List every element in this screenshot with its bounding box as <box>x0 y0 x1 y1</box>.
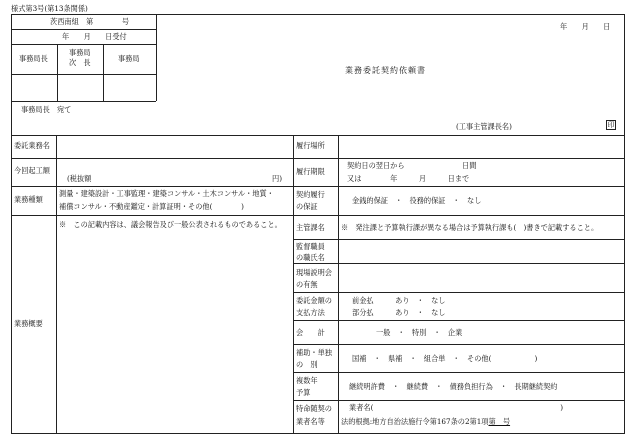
document-title: 業務委託契約依頼書 <box>345 66 426 75</box>
guarantee-value: 金銭的保証 ・ 役務的保証 ・ なし <box>352 196 482 205</box>
payment-label-1: 委託金額の <box>296 296 332 305</box>
place-label: 履行場所 <box>296 141 325 150</box>
addressee: 事務局長 宛て <box>21 105 72 114</box>
seal-mark: 印 <box>607 121 615 129</box>
table-top-line <box>11 135 625 136</box>
briefing-label-2: の有無 <box>296 280 318 289</box>
right-label-col <box>338 135 339 434</box>
row-line-8 <box>293 344 625 345</box>
form-label: 様式第3号(第13条関係) <box>11 4 88 13</box>
account-label: 会 計 <box>296 328 325 337</box>
category-label: 業務種類 <box>14 195 43 204</box>
receipt-date: 年 月 日受付 <box>62 32 127 41</box>
special-label-1: 特命随契の <box>296 404 332 413</box>
vendor-name: 業者名( ) <box>349 403 564 412</box>
period-line-2: 又は 年 月 日まで <box>347 174 470 183</box>
row-line-3 <box>11 215 625 216</box>
amount-label: 今回起工額 <box>14 166 50 175</box>
director-label: 事務局長 <box>19 54 48 63</box>
deputy-label-2: 次 長 <box>69 58 91 67</box>
supervisor-label-2: の職氏名 <box>296 253 325 262</box>
subsidy-value: 国補 ・ 県補 ・ 組合単 ・ その他( ) <box>352 354 538 363</box>
requester-label: (工事主管課長名) <box>456 122 512 131</box>
receipt-col-1 <box>57 44 58 101</box>
period-days: 日間 <box>462 161 477 170</box>
supervisor-label-1: 監督職員 <box>296 242 325 251</box>
row-line-4 <box>293 239 625 240</box>
account-value: 一般 ・ 特別 ・ 企業 <box>376 328 463 337</box>
legal-basis-text: 法的根拠:地方自治法施行令第167条の2第1項 <box>341 417 489 426</box>
period-line-1: 契約日の翌日から <box>347 161 405 170</box>
date-top: 年 月 日 <box>560 22 611 31</box>
category-line-1: 測量・建築設計・工事監理・建築コンサル・土木コンサル・地質・ <box>59 189 274 198</box>
subsidy-label-2: の 別 <box>296 360 318 369</box>
row-line-7 <box>293 320 625 321</box>
work-name-label: 委託業務名 <box>14 141 50 150</box>
left-label-col <box>56 135 57 434</box>
receipt-col-2 <box>103 44 104 101</box>
subsidy-label-1: 補助・単独 <box>296 348 332 357</box>
deputy-label-1: 事務局 <box>69 48 91 57</box>
overview-note: ※ この記載内容は、議会報告及び一般公表されるものであること。 <box>59 220 282 229</box>
legal-number: 第 号 <box>488 417 511 426</box>
amount-unit: 円) <box>272 174 282 183</box>
overview-label: 業務概要 <box>14 319 43 328</box>
bureau-label: 事務局 <box>118 54 140 63</box>
legal-basis <box>341 418 510 425</box>
row-line-6 <box>293 292 625 293</box>
briefing-label-1: 現場説明会 <box>296 268 332 277</box>
row-line-10 <box>293 400 625 401</box>
period-label: 履行期限 <box>296 167 325 176</box>
dept-note: ※ 発注課と予算執行課が異なる場合は予算執行課も( )書きで記載すること。 <box>341 223 599 232</box>
guarantee-label-2: の保証 <box>296 202 318 211</box>
category-line-2: 補償コンサル・不動産鑑定・計算証明・その他( ) <box>59 202 244 211</box>
multiyear-value: 継続明許費 ・ 継続費 ・ 債務負担行為 ・ 長期継続契約 <box>349 382 558 391</box>
receipt-right-border <box>156 14 157 101</box>
row-line-1 <box>11 158 625 159</box>
receipt-line-1 <box>11 29 156 30</box>
payment-line-2: 部分払 あり ・ なし <box>352 308 446 317</box>
receipt-line-2 <box>11 44 156 45</box>
receipt-number: 茨西南組 第 号 <box>50 17 130 26</box>
row-line-5 <box>293 263 625 264</box>
dept-label: 主管課名 <box>296 223 325 232</box>
guarantee-label-1: 契約履行 <box>296 190 325 199</box>
receipt-line-3 <box>11 101 156 102</box>
amount-note: (税抜額 <box>67 174 92 183</box>
payment-label-2: 支払方法 <box>296 308 325 317</box>
payment-line-1: 前金払 あり ・ なし <box>352 296 446 305</box>
center-col <box>293 135 294 434</box>
special-label-2: 業者名等 <box>296 417 325 426</box>
multiyear-label-2: 予算 <box>296 388 311 397</box>
receipt-line-mid <box>11 74 156 75</box>
row-line-2 <box>11 186 625 187</box>
multiyear-label-1: 複数年 <box>296 376 318 385</box>
row-line-9 <box>293 372 625 373</box>
